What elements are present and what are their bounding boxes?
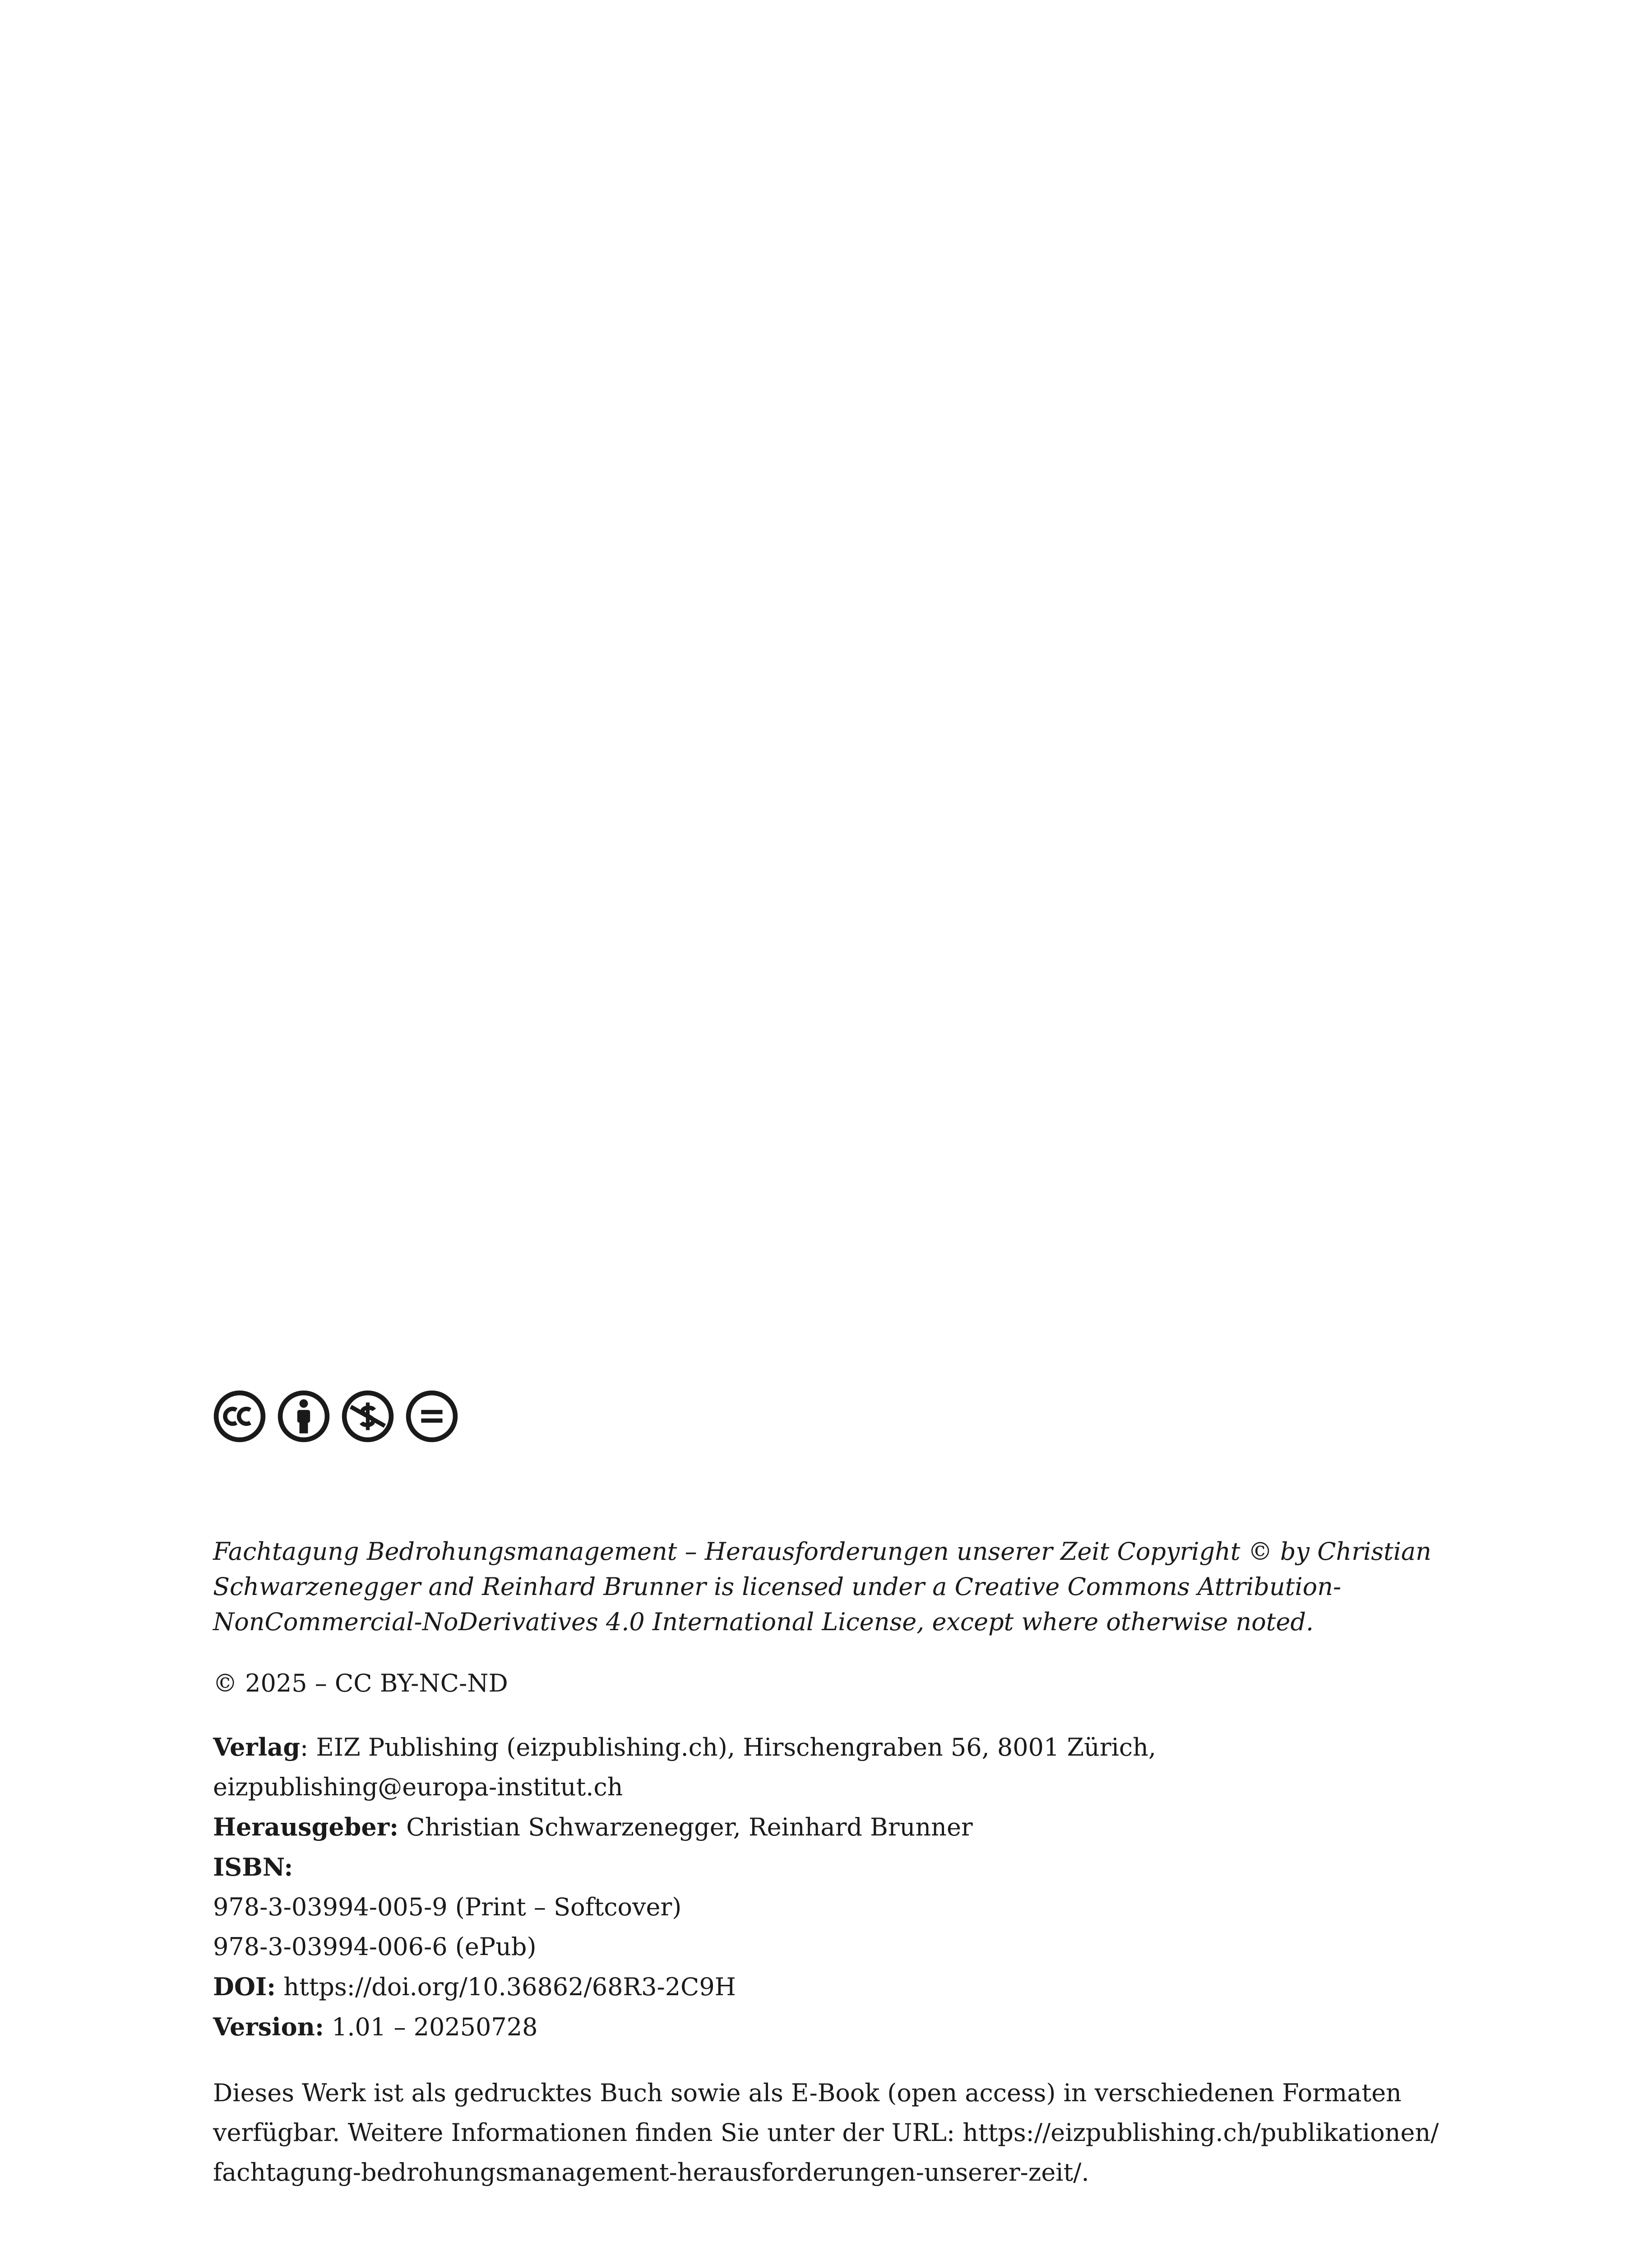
availability-note xyxy=(213,2073,1458,2192)
editors-row xyxy=(213,1807,1458,1847)
publisher-label: Verlag xyxy=(213,1733,301,1761)
availability-line-3: fachtagung-bedrohungsmanagement-herausforderungen-unserer-zeit/. xyxy=(213,2158,1089,2187)
availability-line-1: Dieses Werk ist als gedrucktes Buch sowie als E-Book (open access) in verschiedenen Formaten xyxy=(213,2079,1402,2107)
isbn-row xyxy=(213,1847,1458,1887)
editors-value: Christian Schwarzenegger, Reinhard Brunner xyxy=(398,1813,973,1841)
copyright-line: © 2025 – CC BY-NC-ND xyxy=(213,1669,508,1697)
cc-icon xyxy=(213,1390,266,1443)
publication-details xyxy=(213,1727,1458,2047)
availability-line-2: verfügbar. Weitere Informationen finden Sie unter der URL: https://eizpublishing.ch/publikationen/ xyxy=(213,2118,1439,2147)
version-value: 1.01 – 20250728 xyxy=(324,2013,538,2041)
isbn-label: ISBN: xyxy=(213,1853,293,1882)
license-icons xyxy=(213,1390,1458,1443)
license-statement: Fachtagung Bedrohungsmanagement – Herausforderungen unserer Zeit Copyright © by Christian Schwarzenegger and Reinhard Brunner is licensed under a Creative Commons Attribution-NonCommercial-NoDerivatives 4.0 International License, except where otherwise noted. xyxy=(213,1537,1432,1636)
doi-row xyxy=(213,1967,1458,2007)
version-row xyxy=(213,2007,1458,2047)
publisher-row xyxy=(213,1727,1458,1767)
isbn-epub: 978-3-03994-006-6 (ePub) xyxy=(213,1932,537,1961)
publisher-colon: : xyxy=(300,1733,309,1761)
editors-label: Herausgeber: xyxy=(213,1812,399,1841)
doi-value: https://doi.org/10.36862/68R3-2C9H xyxy=(276,1973,736,2001)
publisher-value: EIZ Publishing (eizpublishing.ch), Hirschengraben 56, 8001 Zürich, xyxy=(308,1733,1157,1761)
nc-icon xyxy=(341,1390,394,1443)
by-icon xyxy=(277,1390,330,1443)
isbn-print: 978-3-03994-005-9 (Print – Softcover) xyxy=(213,1893,682,1921)
publisher-email: eizpublishing@europa-institut.ch xyxy=(213,1773,623,1801)
version-label: Version: xyxy=(213,2012,324,2041)
imprint-block xyxy=(213,1390,1458,2192)
nd-icon xyxy=(405,1390,458,1443)
doi-label: DOI: xyxy=(213,1972,276,2001)
